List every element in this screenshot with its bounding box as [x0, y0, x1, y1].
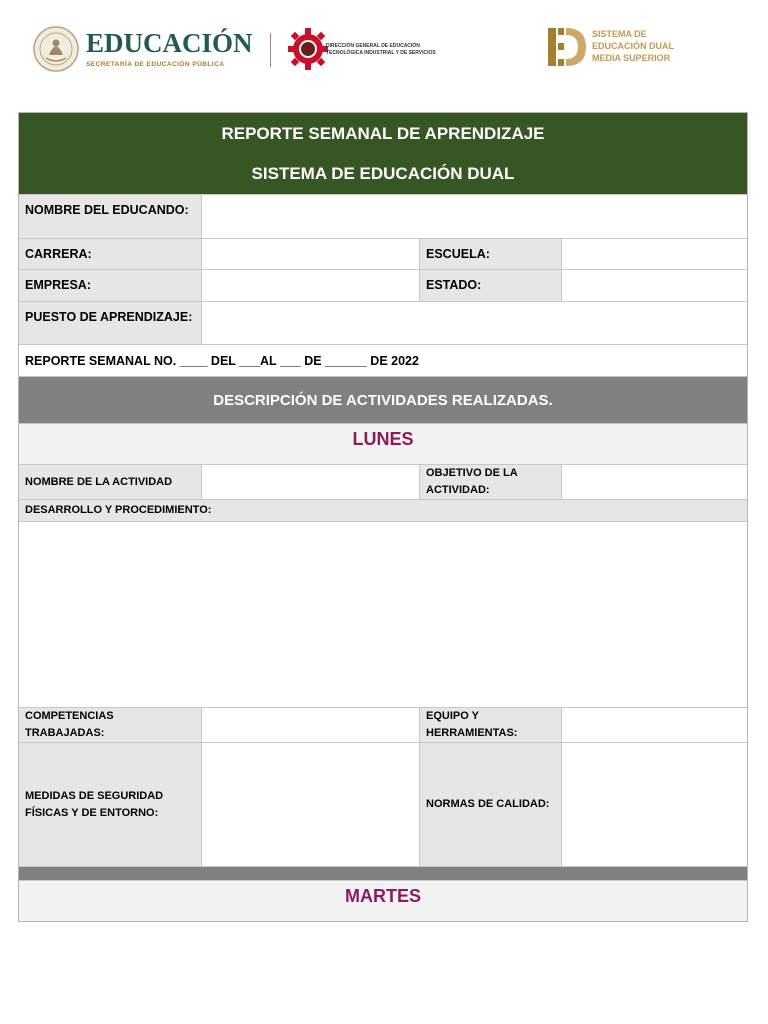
gear-icon	[288, 28, 328, 70]
weekly-report-number[interactable]: REPORTE SEMANAL NO. ____ DEL ___AL ___ DE ______ DE 2022	[19, 345, 747, 376]
activity-objective-field[interactable]	[561, 465, 747, 499]
development-header	[19, 499, 747, 521]
logo-divider	[270, 33, 271, 67]
school-field[interactable]	[561, 239, 747, 269]
sep-logo	[32, 24, 267, 76]
dual-line-1: SISTEMA DE	[592, 29, 647, 39]
educacion-dual-logo	[548, 27, 678, 69]
tuesday-header	[19, 880, 747, 921]
competencies-field[interactable]	[201, 708, 419, 742]
career-label: CARRERA:	[19, 239, 201, 269]
dgeti-logo	[286, 25, 436, 75]
form-title-line-2: SISTEMA DE EDUCACIÓN DUAL	[251, 163, 515, 183]
dgeti-line-1: DIRECCIÓN GENERAL DE EDUCACIÓN	[326, 43, 420, 49]
competencies-label: COMPETENCIAS TRABAJADAS:	[19, 708, 201, 742]
form-title-banner	[19, 113, 747, 194]
development-label: DESARROLLO Y PROCEDIMIENTO:	[19, 500, 747, 521]
development-area-row	[19, 521, 747, 707]
career-field[interactable]	[201, 239, 419, 269]
career-school-row	[19, 238, 747, 269]
position-field[interactable]	[201, 302, 747, 344]
dual-line-2: EDUCACIÓN DUAL	[592, 41, 674, 51]
equipment-label: EQUIPO Y HERRAMIENTAS:	[419, 708, 561, 742]
equipment-field[interactable]	[561, 708, 747, 742]
state-field[interactable]	[561, 270, 747, 301]
quality-label: NORMAS DE CALIDAD:	[419, 743, 561, 866]
activity-objective-label: OBJETIVO DE LA ACTIVIDAD:	[419, 465, 561, 499]
development-text-area[interactable]	[19, 522, 747, 707]
safety-row	[19, 742, 747, 866]
student-name-row	[19, 194, 747, 238]
section-divider	[19, 866, 747, 880]
monday-header	[19, 423, 747, 464]
activity-row	[19, 464, 747, 499]
sep-subtitle: SECRETARÍA DE EDUCACIÓN PÚBLICA	[86, 61, 225, 68]
activities-header	[19, 376, 747, 423]
quality-field[interactable]	[561, 743, 747, 866]
company-label: EMPRESA:	[19, 270, 201, 301]
student-name-label: NOMBRE DEL EDUCANDO:	[19, 195, 201, 238]
school-label: ESCUELA:	[419, 239, 561, 269]
weekly-report-row	[19, 344, 747, 376]
dual-line-3: MEDIA SUPERIOR	[592, 53, 671, 63]
monday-label: LUNES	[352, 429, 414, 449]
competencies-row	[19, 707, 747, 742]
position-label: PUESTO DE APRENDIZAJE:	[19, 302, 201, 344]
safety-label: MEDIDAS DE SEGURIDAD FÍSICAS Y DE ENTORNO:	[19, 743, 201, 866]
company-field[interactable]	[201, 270, 419, 301]
tuesday-label: MARTES	[345, 886, 421, 906]
ed-monogram-icon	[548, 28, 586, 66]
company-state-row	[19, 269, 747, 301]
student-name-field[interactable]	[201, 195, 747, 238]
sep-title: EDUCACIÓN	[86, 28, 253, 58]
weekly-report-form	[18, 112, 748, 922]
form-title-line-1: REPORTE SEMANAL DE APRENDIZAJE	[221, 123, 545, 143]
activity-name-field[interactable]	[201, 465, 419, 499]
position-row	[19, 301, 747, 344]
safety-field[interactable]	[201, 743, 419, 866]
dgeti-line-2: TECNOLÓGICA INDUSTRIAL Y DE SERVICIOS	[326, 50, 436, 56]
state-label: ESTADO:	[419, 270, 561, 301]
mexico-coat-of-arms-icon	[34, 27, 78, 71]
activity-name-label: NOMBRE DE LA ACTIVIDAD	[19, 465, 201, 499]
activities-header-text: DESCRIPCIÓN DE ACTIVIDADES REALIZADAS.	[213, 392, 553, 409]
